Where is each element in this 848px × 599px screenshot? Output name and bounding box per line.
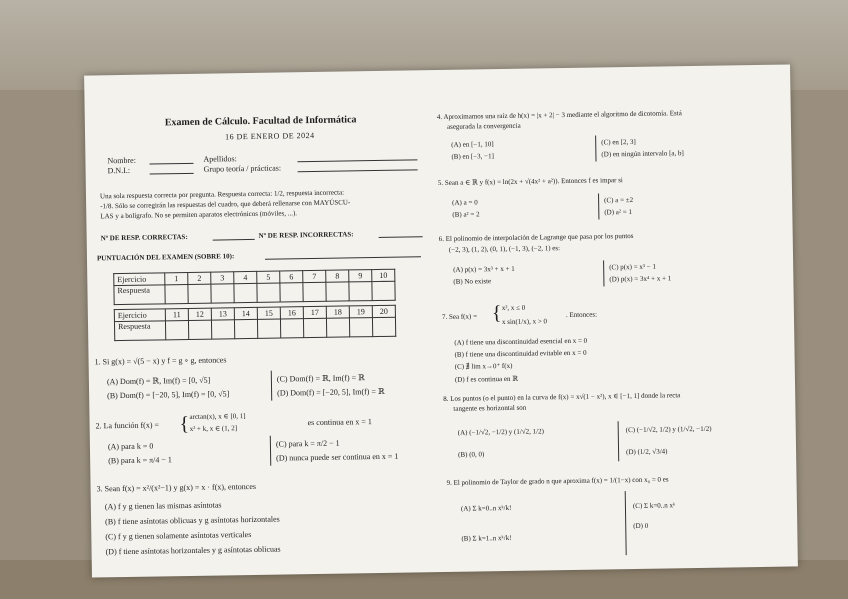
q8-stem-line1: 8. Los puntos (o el punto) en la curva de f(x) = x√(1 − x²), x ∈ [−1, 1] donde la recta	[443, 391, 681, 403]
grid2-num: 12	[188, 308, 211, 320]
grid1-num: 2	[188, 272, 211, 284]
answer-cell[interactable]	[165, 320, 188, 339]
q5-option-b: (B) a² = 2	[452, 210, 480, 219]
q1-option-c: (C) Dom(f) = ℝ, Im(f) = ℝ	[276, 373, 365, 384]
answer-cell[interactable]	[188, 320, 211, 339]
incorrect-count-blank	[379, 236, 423, 238]
q5-stem: 5. Sean a ∈ ℝ y f(x) = ln(2x + √(4x² + a²)). Entonces f es impar si	[437, 176, 623, 188]
dni-blank	[150, 173, 194, 175]
grid1-num: 6	[280, 271, 303, 283]
exam-sheet	[84, 64, 798, 577]
answer-cell[interactable]	[257, 283, 280, 302]
q1-option-b: (B) Dom(f) = [−20, 5], Im(f) = [0, √5]	[107, 389, 230, 401]
grid1-ejercicio-label: Ejercicio	[114, 273, 165, 286]
answer-cell[interactable]	[349, 318, 372, 337]
q4-option-b: (B) en [−3, −1]	[451, 152, 494, 161]
answer-cell[interactable]	[257, 319, 280, 338]
q9-option-d: (D) 0	[633, 521, 649, 531]
q1-stem: 1. Si g(x) = √(5 − x) y f = g ∘ g, entonces	[94, 355, 227, 367]
q5-option-c: (C) a = ±2	[604, 195, 634, 205]
grid2-num: 20	[372, 305, 395, 317]
grid1-num: 4	[234, 271, 257, 283]
grid1-num: 3	[211, 272, 234, 284]
q2-option-b: (B) para k = π/4 − 1	[108, 455, 172, 466]
q9-option-c: (C) Σ k=0..n xᵏ	[632, 501, 676, 511]
q3-option-b: (B) f tiene asíntotas oblicuas y g asíntotas horizontales	[105, 514, 280, 527]
answer-cell[interactable]	[280, 319, 303, 338]
answer-cell[interactable]	[211, 284, 234, 303]
grid2-num: 15	[257, 307, 280, 319]
q8-option-c: (C) (−1/√2, 1/2) y (1/√2, −1/2)	[625, 424, 712, 435]
grid2-num: 11	[165, 308, 188, 320]
q2-tail: es continua en x = 1	[307, 417, 372, 428]
nombre-label: Nombre:	[107, 155, 136, 166]
grid2-num: 16	[280, 307, 303, 319]
nombre-blank	[149, 163, 193, 165]
answer-cell[interactable]	[188, 284, 211, 303]
answer-cell[interactable]	[372, 317, 395, 336]
q6-option-d: (D) p(x) = 3x⁴ + x + 1	[609, 274, 672, 284]
dni-label: D.N.I.:	[107, 165, 131, 176]
grid1-num: 1	[165, 272, 188, 284]
q9-divider	[625, 491, 627, 555]
q7-tail: . Entonces:	[565, 310, 598, 320]
q9-option-a: (A) Σ k=0..n xᵏ/k!	[460, 503, 512, 513]
q7-option-b: (B) f tiene una discontinuidad evitable en x = 0	[454, 348, 587, 359]
q8-stem-line2: tangente es horizontal son	[453, 403, 527, 413]
q7-option-a: (A) f tiene una discontinuidad esencial en x = 0	[454, 336, 588, 347]
q1-option-a: (A) Dom(f) = ℝ, Im(f) = [0, √5]	[106, 375, 211, 387]
q6-divider	[603, 260, 604, 286]
answer-cell[interactable]	[165, 284, 188, 303]
answer-cell[interactable]	[303, 282, 326, 301]
answer-cell[interactable]	[349, 282, 372, 301]
grid1-num: 8	[326, 270, 349, 282]
apellidos-blank	[297, 159, 417, 162]
q3-option-a: (A) f y g tienen las mismas asíntotas	[104, 500, 222, 512]
exam-title: Examen de Cálculo. Facultad de Informática	[164, 114, 357, 129]
q3-option-c: (C) f y g tienen solamente asíntotas verticales	[105, 530, 252, 542]
q2-case1: arctan(x), x ∈ [0, 1]	[189, 412, 246, 421]
q8-option-a: (A) (−1/√2, −1/2) y (1/√2, 1/2)	[457, 427, 544, 437]
q4-option-c: (C) en [2, 3]	[601, 137, 636, 147]
grupo-label: Grupo teoría / prácticas:	[203, 163, 282, 174]
q3-stem: 3. Sean f(x) = x²/(x²−1) y g(x) = x · f(x), entonces	[96, 481, 257, 494]
correct-count-label: Nº DE RESP. CORRECTAS:	[100, 232, 188, 243]
q2-option-d: (D) nunca puede ser continua en x = 1	[276, 451, 399, 463]
q7-case2: x sin(1/x), x > 0	[501, 317, 548, 327]
q3-option-d: (D) f tiene asíntotas horizontales y g asíntotas oblicuas	[105, 544, 281, 557]
q9-stem: 9. El polinomio de Taylor de grado n que aproxima f(x) = 1/(1−x) con x₀ = 0 es	[446, 475, 669, 487]
q5-option-d: (D) a² = 1	[604, 207, 632, 217]
answer-cell[interactable]	[280, 283, 303, 302]
q1-option-d: (D) Dom(f) = [−20, 5], Im(f) = ℝ	[277, 386, 385, 398]
answer-cell[interactable]	[234, 319, 257, 338]
answer-grid-1	[113, 269, 395, 305]
exam-date: 16 DE ENERO DE 2024	[225, 130, 315, 142]
q7-option-c: (C) ∄ lim x→0⁺ f(x)	[454, 361, 513, 371]
q4-option-a: (A) en [−1, 10]	[451, 140, 494, 149]
q4-divider	[595, 136, 596, 162]
grid1-num: 9	[349, 270, 372, 282]
q1-divider	[271, 371, 272, 401]
answer-cell[interactable]	[303, 318, 326, 337]
q8-option-b: (B) (0, 0)	[458, 450, 485, 459]
q2-brace: {	[179, 412, 190, 436]
instructions-line1: Una sola respuesta correcta por pregunta. Respuesta correcta: 1/2, respuesta incorrecta:	[99, 188, 345, 201]
q7-stem: 7. Sea f(x) =	[441, 312, 478, 321]
grid1-num: 7	[303, 270, 326, 282]
q7-option-d: (D) f es continua en ℝ	[454, 374, 519, 384]
q4-stem-line1: 4. Aproximamos una raíz de h(x) = |x + 2| − 3 mediante el algoritmo de dicotomía. Está	[436, 109, 682, 122]
q4-stem-line2: asegurada la convergencia	[446, 121, 521, 131]
answer-cell[interactable]	[211, 320, 234, 339]
incorrect-count-label: Nº DE RESP. INCORRECTAS:	[258, 230, 354, 240]
answer-grid-2	[114, 305, 396, 341]
q5-option-a: (A) a = 0	[452, 198, 478, 207]
total-score-label: PUNTUACIÓN DEL EXAMEN (SOBRE 10):	[96, 252, 235, 263]
grid2-num: 18	[326, 306, 349, 318]
grid2-num: 14	[234, 307, 257, 319]
q7-brace: {	[491, 302, 502, 325]
q6-option-a: (A) p(x) = 3x³ + x + 1	[453, 264, 515, 274]
apellidos-label: Apellidos:	[203, 154, 237, 164]
q6-stem-line2: (−2, 3), (1, 2), (0, 1), (−1, 3), (−2, 1) es:	[448, 244, 561, 254]
q6-option-c: (C) p(x) = x³ − 1	[609, 262, 656, 272]
grid2-num: 13	[211, 308, 234, 320]
grid2-respuesta-label: Respuesta	[114, 321, 165, 341]
instructions-line2: -1/8. Sólo se corregirán las respuestas del cuadro, que deberá rellenarse con MAYÚSCU-	[100, 198, 351, 211]
grid1-respuesta-label: Respuesta	[114, 285, 165, 305]
grid1-num: 5	[257, 271, 280, 283]
q6-stem-line1: 6. El polinomio de interpolación de Lagrange que pasa por los puntos	[438, 231, 634, 244]
q4-option-d: (D) en ningún intervalo [a, b]	[601, 149, 684, 159]
grid2-num: 19	[349, 306, 372, 318]
correct-count-blank	[213, 239, 255, 241]
grupo-blank	[298, 169, 418, 172]
answer-cell[interactable]	[326, 282, 349, 301]
answer-cell[interactable]	[234, 283, 257, 302]
answer-cell[interactable]	[326, 318, 349, 337]
grid2-num: 17	[303, 306, 326, 318]
q2-stem: 2. La función f(x) =	[95, 420, 160, 431]
grid1-num: 10	[372, 269, 395, 281]
q7-case1: x², x ≤ 0	[501, 303, 526, 313]
grid2-ejercicio-label: Ejercicio	[114, 309, 165, 322]
instructions-line3: LAS y a bolígrafo. No se permiten aparatos electrónicos (móviles, ...).	[100, 209, 298, 221]
q5-divider	[598, 194, 599, 220]
q2-case2: x² + k, x ∈ (1, 2]	[189, 424, 238, 433]
q9-option-b: (B) Σ k=1..n xᵏ/k!	[461, 533, 512, 543]
q6-option-b: (B) No existe	[453, 277, 492, 286]
q8-divider	[618, 421, 620, 461]
q2-divider	[270, 436, 271, 466]
q2-option-c: (C) para k = π/2 − 1	[275, 438, 340, 449]
q8-option-d: (D) (1/2, √3/4)	[626, 447, 668, 457]
total-score-blank	[265, 256, 421, 259]
answer-cell[interactable]	[372, 281, 395, 300]
q2-option-a: (A) para k = 0	[107, 441, 154, 452]
